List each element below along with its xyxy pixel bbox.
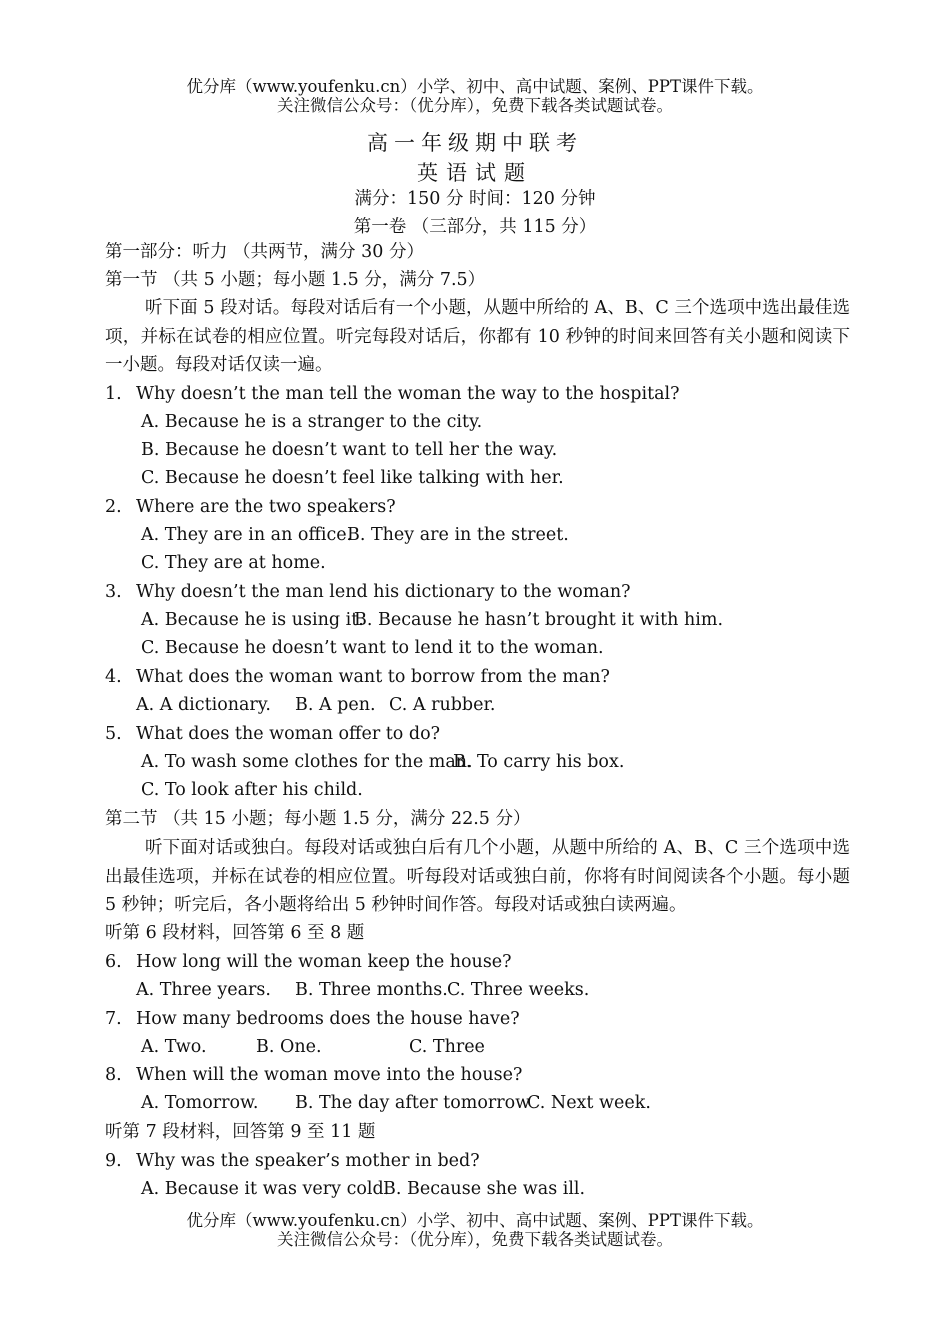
option-4b: B. A pen. <box>295 695 376 715</box>
option-6c: C. Three weeks. <box>447 980 590 1000</box>
question-text: What does the woman offer to do? <box>136 724 441 744</box>
question-text: Why doesn’t the man lend his dictionary to the woman? <box>136 582 631 602</box>
page-footer <box>0 1211 950 1249</box>
question-text: How long will the woman keep the house? <box>136 952 512 972</box>
section2-instructions: 听下面对话或独白。每段对话或独白后有几个小题，从题中所给的 A、B、C 三个选项中选出最佳选项，并标在试卷的相应位置。听每段对话或独白前，你将有时间阅读各个小题。每小题 5 秒钟；听完后，各小题将给出 5 秒钟时间作答。每段对话或独白读两遍。 <box>105 838 850 915</box>
option-6b: B. Three months. <box>295 980 448 1000</box>
question-3 <box>105 578 631 606</box>
section1-heading: 第一节 （共 5 小题；每小题 1.5 分，满分 7.5） <box>105 270 486 290</box>
material-7-heading: 听第 7 段材料，回答第 9 至 11 题 <box>105 1122 376 1142</box>
option-3a: A. Because he is using it. <box>141 610 364 630</box>
option-7c: C. Three <box>409 1037 485 1057</box>
option-2b: B. They are in the street. <box>347 525 569 545</box>
option-5a: A. To wash some clothes for the man. <box>141 752 473 772</box>
question-text: How many bedrooms does the house have? <box>136 1009 520 1029</box>
question-number: 3. <box>105 582 122 602</box>
question-text: What does the woman want to borrow from the man? <box>136 667 610 687</box>
option-2c: C. They are at home. <box>141 553 326 573</box>
question-4 <box>105 663 610 691</box>
option-2a: A. They are in an office. <box>141 525 353 545</box>
question-5 <box>105 720 440 748</box>
section2-heading: 第二节 （共 15 小题；每小题 1.5 分，满分 22.5 分） <box>105 809 531 829</box>
question-text: Why was the speaker’s mother in bed? <box>136 1151 480 1171</box>
score-time: 满分：150 分 时间：120 分钟 <box>354 189 596 209</box>
question-number: 7. <box>105 1009 122 1029</box>
question-number: 1. <box>105 384 122 404</box>
option-3c: C. Because he doesn’t want to lend it to the woman. <box>141 638 604 658</box>
option-1b: B. Because he doesn’t want to tell her the way. <box>141 440 558 460</box>
footer-line-2: 关注微信公众号：（优分库），免费下载各类试题试卷。 <box>277 1230 673 1249</box>
material-6-heading: 听第 6 段材料，回答第 6 至 8 题 <box>105 923 365 943</box>
question-7 <box>105 1005 520 1033</box>
question-1 <box>105 380 680 408</box>
option-6a: A. Three years. <box>136 980 271 1000</box>
option-9b: B. Because she was ill. <box>383 1179 586 1199</box>
question-number: 8. <box>105 1065 122 1085</box>
question-8 <box>105 1061 522 1089</box>
question-2 <box>105 493 396 521</box>
question-number: 9. <box>105 1151 122 1171</box>
option-8c: C. Next week. <box>527 1093 651 1113</box>
question-number: 2. <box>105 497 122 517</box>
exam-title: 高一年级期中联考 <box>367 131 583 155</box>
part1-heading: 第一部分：听力 （共两节，满分 30 分） <box>105 242 424 262</box>
question-number: 4. <box>105 667 122 687</box>
option-1c: C. Because he doesn’t feel like talking with her. <box>141 468 564 488</box>
option-5b: B. To carry his box. <box>453 752 625 772</box>
option-4c: C. A rubber. <box>389 695 496 715</box>
option-7a: A. Two. <box>141 1037 207 1057</box>
option-5c: C. To look after his child. <box>141 780 363 800</box>
option-1a: A. Because he is a stranger to the city. <box>141 412 483 432</box>
option-9a: A. Because it was very cold. <box>141 1179 390 1199</box>
question-number: 5. <box>105 724 122 744</box>
option-8a: A. Tomorrow. <box>141 1093 259 1113</box>
question-6 <box>105 948 512 976</box>
header-line-1: 优分库（www.youfenku.cn）小学、初中、高中试题、案例、PPT课件下载。 <box>186 77 764 96</box>
footer-line-1: 优分库（www.youfenku.cn）小学、初中、高中试题、案例、PPT课件下载。 <box>186 1211 764 1230</box>
option-4a: A. A dictionary. <box>136 695 271 715</box>
option-7b: B. One. <box>256 1037 322 1057</box>
option-8b: B. The day after tomorrow <box>295 1093 531 1113</box>
section1-instructions: 听下面 5 段对话。每段对话后有一个小题，从题中所给的 A、B、C 三个选项中选出最佳选项，并标在试卷的相应位置。听完每段对话后，你都有 10 秒钟的时间来回答有关小题和阅读下一小题。每段对话仅读一遍。 <box>105 298 850 375</box>
question-text: Where are the two speakers? <box>136 497 396 517</box>
question-text: Why doesn’t the man tell the woman the way to the hospital? <box>136 384 680 404</box>
question-9 <box>105 1147 480 1175</box>
header-line-2: 关注微信公众号：（优分库），免费下载各类试题试卷。 <box>277 96 673 115</box>
question-text: When will the woman move into the house? <box>136 1065 523 1085</box>
question-number: 6. <box>105 952 122 972</box>
page-header <box>0 77 950 115</box>
exam-subject: 英语试题 <box>417 161 533 185</box>
volume-heading: 第一卷 （三部分，共 115 分） <box>353 217 597 237</box>
option-3b: B. Because he hasn’t brought it with him. <box>354 610 724 630</box>
